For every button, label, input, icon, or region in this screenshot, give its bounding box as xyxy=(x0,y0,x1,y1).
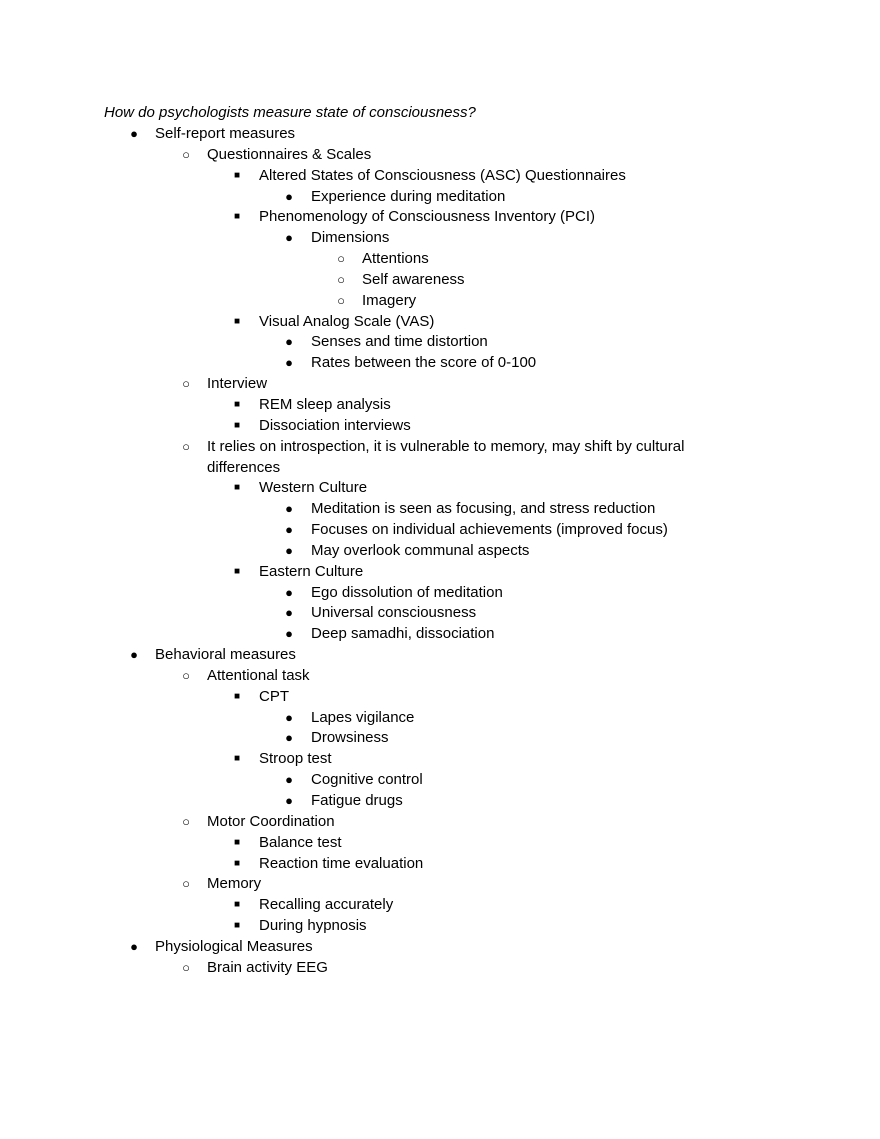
list-item-text: Eastern Culture xyxy=(259,562,364,580)
list-item xyxy=(0,833,880,854)
list-item xyxy=(0,645,880,666)
square-bullet-icon: ■ xyxy=(233,565,241,577)
list-item xyxy=(0,374,880,395)
list-item xyxy=(0,937,880,958)
disc-bullet-icon: ● xyxy=(130,938,138,954)
list-item-text: During hypnosis xyxy=(259,917,367,935)
disc-bullet-icon: ● xyxy=(285,188,293,204)
list-item-text: Fatigue drugs xyxy=(311,792,403,809)
square-bullet-icon: ■ xyxy=(233,899,241,911)
circle-bullet-icon: ○ xyxy=(182,146,190,162)
list-item xyxy=(0,770,880,791)
list-item xyxy=(0,437,880,479)
square-bullet-icon: ■ xyxy=(233,857,241,869)
circle-bullet-icon: ○ xyxy=(182,813,190,829)
list-item xyxy=(0,874,880,895)
square-bullet-icon: ■ xyxy=(233,920,241,932)
circle-bullet-icon: ○ xyxy=(337,292,345,308)
list-item-text: Physiological Measures xyxy=(155,937,313,955)
list-item xyxy=(0,332,880,353)
list-item xyxy=(0,562,880,583)
list-item-text: Attentions xyxy=(362,250,429,268)
list-item xyxy=(0,145,880,166)
list-item-text: Ego dissolution of meditation xyxy=(311,583,503,601)
list-item-text: Dissociation interviews xyxy=(259,416,411,434)
disc-bullet-icon: ● xyxy=(285,334,293,350)
disc-bullet-icon: ● xyxy=(285,626,293,642)
list-item xyxy=(0,687,880,708)
list-item xyxy=(0,708,880,729)
square-bullet-icon: ■ xyxy=(233,419,241,431)
bullet-list xyxy=(0,124,880,979)
square-bullet-icon: ■ xyxy=(233,836,241,848)
list-item xyxy=(0,603,880,624)
list-item-text: Questionnaires & Scales xyxy=(207,145,372,163)
document-title: How do psychologists measure state of consciousness? xyxy=(104,104,476,121)
list-item-text: Experience during meditation xyxy=(311,187,506,205)
list-item-text: Reaction time evaluation xyxy=(259,854,424,872)
square-bullet-icon: ■ xyxy=(233,211,241,223)
list-item xyxy=(0,666,880,687)
circle-bullet-icon: ○ xyxy=(182,959,190,975)
list-item-text: Recalling accurately xyxy=(259,896,394,914)
list-item xyxy=(0,416,880,437)
square-bullet-icon: ■ xyxy=(233,753,241,765)
square-bullet-icon: ■ xyxy=(233,398,241,410)
list-item-text: Self awareness xyxy=(362,270,465,288)
list-item-text: Altered States of Consciousness (ASC) Questionnaires xyxy=(259,166,626,184)
list-item-text: Cognitive control xyxy=(311,771,423,789)
list-item-text: Dimensions xyxy=(311,229,390,247)
list-item xyxy=(0,812,880,833)
list-item-text: Imagery xyxy=(362,291,417,309)
list-item xyxy=(0,187,880,208)
list-item-text: Universal consciousness xyxy=(311,604,477,622)
square-bullet-icon: ■ xyxy=(233,315,241,327)
list-item xyxy=(0,270,880,291)
list-item xyxy=(0,124,880,145)
list-item-text: Meditation is seen as focusing, and stress reduction xyxy=(311,500,656,518)
list-item-text: Senses and time distortion xyxy=(311,333,488,351)
disc-bullet-icon: ● xyxy=(285,522,293,538)
list-item xyxy=(0,395,880,416)
list-item xyxy=(0,854,880,875)
list-item xyxy=(0,353,880,374)
list-item xyxy=(0,958,880,979)
list-item-text: Rates between the score of 0-100 xyxy=(311,354,537,372)
disc-bullet-icon: ● xyxy=(285,230,293,246)
list-item-text: Lapes vigilance xyxy=(311,708,415,726)
list-item xyxy=(0,791,880,812)
circle-bullet-icon: ○ xyxy=(337,271,345,287)
list-item-text: It relies on introspection, it is vulnerable to memory, may shift by cultural differences xyxy=(207,437,685,476)
list-item xyxy=(0,249,880,270)
list-item xyxy=(0,749,880,770)
disc-bullet-icon: ● xyxy=(285,584,293,600)
disc-bullet-icon: ● xyxy=(285,793,293,808)
disc-bullet-icon: ● xyxy=(285,355,293,371)
circle-bullet-icon: ○ xyxy=(182,376,190,392)
list-item xyxy=(0,228,880,249)
list-item-text: Deep samadhi, dissociation xyxy=(311,625,495,643)
list-item xyxy=(0,541,880,562)
list-item-text: Drowsiness xyxy=(311,729,389,747)
list-item xyxy=(0,624,880,645)
circle-bullet-icon: ○ xyxy=(182,438,190,454)
list-item-text: Balance test xyxy=(259,833,342,851)
square-bullet-icon: ■ xyxy=(233,690,241,702)
disc-bullet-icon: ● xyxy=(285,605,293,621)
list-item-text: Phenomenology of Consciousness Inventory (PCI) xyxy=(259,208,596,226)
disc-bullet-icon: ● xyxy=(285,501,293,517)
list-item xyxy=(0,207,880,228)
list-item-text: Memory xyxy=(207,875,262,893)
list-item-text: Self-report measures xyxy=(155,125,296,142)
list-item-text: Focuses on individual achievements (improved focus) xyxy=(311,521,668,539)
list-item xyxy=(0,895,880,916)
list-item-text: Stroop test xyxy=(259,750,332,768)
disc-bullet-icon: ● xyxy=(285,709,293,725)
list-item xyxy=(0,291,880,312)
disc-bullet-icon: ● xyxy=(285,772,293,788)
list-item-text: CPT xyxy=(259,687,289,705)
list-item-text: Motor Coordination xyxy=(207,812,335,830)
disc-bullet-icon: ● xyxy=(130,126,138,141)
disc-bullet-icon: ● xyxy=(285,730,293,746)
circle-bullet-icon: ○ xyxy=(182,667,190,683)
list-item xyxy=(0,478,880,499)
square-bullet-icon: ■ xyxy=(233,482,241,494)
list-item xyxy=(0,583,880,604)
list-item-text: Interview xyxy=(207,375,268,393)
list-item-text: REM sleep analysis xyxy=(259,395,391,413)
circle-bullet-icon: ○ xyxy=(337,251,345,267)
list-item-text: Behavioral measures xyxy=(155,646,296,664)
list-item-text: Brain activity EEG xyxy=(207,958,328,976)
square-bullet-icon: ■ xyxy=(233,169,241,181)
list-item xyxy=(0,312,880,333)
circle-bullet-icon: ○ xyxy=(182,876,190,892)
list-item-text: May overlook communal aspects xyxy=(311,541,530,559)
list-item-text: Western Culture xyxy=(259,479,368,497)
list-item xyxy=(0,728,880,749)
list-item xyxy=(0,499,880,520)
list-item-text: Attentional task xyxy=(207,666,310,684)
disc-bullet-icon: ● xyxy=(130,647,138,663)
list-item xyxy=(0,916,880,937)
disc-bullet-icon: ● xyxy=(285,542,293,558)
list-item xyxy=(0,520,880,541)
list-item-text: Visual Analog Scale (VAS) xyxy=(259,312,435,330)
list-item xyxy=(0,166,880,187)
